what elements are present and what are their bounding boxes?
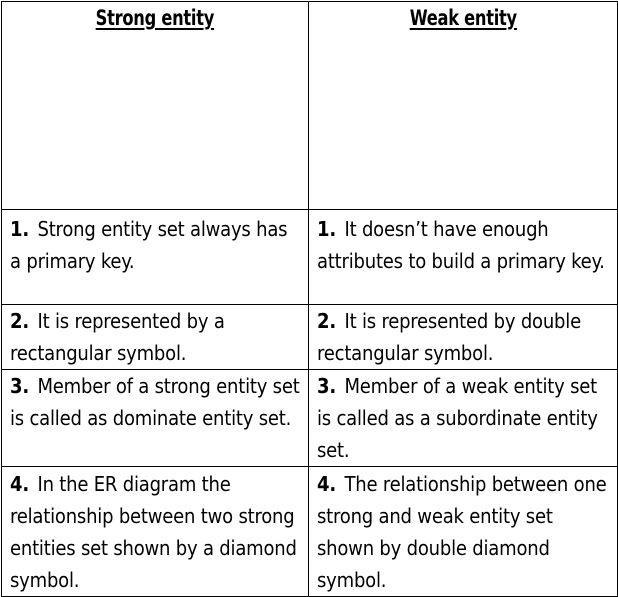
table-row — [2, 305, 618, 370]
cell-text — [317, 213, 611, 277]
item-number: 3. — [317, 374, 336, 398]
item-text: In the ER diagram the relationship between two strong entities set shown by a diamond symbol. — [10, 472, 297, 592]
cell-weak — [309, 370, 618, 467]
cell-text — [10, 370, 302, 434]
cell-text — [317, 370, 611, 466]
cell-text — [317, 305, 611, 369]
cell-text — [10, 468, 302, 596]
comparison-table — [1, 1, 618, 597]
cell-text — [10, 305, 302, 369]
item-number: 1. — [317, 217, 336, 241]
table-row — [2, 467, 618, 597]
table-row — [2, 210, 618, 305]
cell-strong — [2, 370, 309, 467]
item-text: Member of a strong entity set is called as dominate entity set. — [10, 374, 300, 430]
item-text: Member of a weak entity set is called as a subordinate entity set. — [317, 374, 598, 462]
item-number: 4. — [317, 472, 336, 496]
table-row — [2, 370, 618, 467]
cell-weak — [309, 210, 618, 305]
header-strong-entity: Strong entity — [95, 6, 215, 30]
item-number: 2. — [317, 309, 336, 333]
cell-strong — [2, 210, 309, 305]
item-text: It is represented by double rectangular symbol. — [317, 309, 581, 365]
item-number: 3. — [10, 374, 29, 398]
item-number: 4. — [10, 472, 29, 496]
item-text: The relationship between one strong and weak entity set shown by double diamond symbol. — [317, 472, 607, 592]
item-text: It doesn’t have enough attributes to build a primary key. — [317, 217, 605, 273]
header-cell-weak — [309, 2, 618, 210]
item-number: 2. — [10, 309, 29, 333]
cell-strong — [2, 467, 309, 597]
cell-text — [10, 213, 302, 277]
header-cell-strong — [2, 2, 309, 210]
header-weak-entity: Weak entity — [409, 6, 517, 30]
item-text: Strong entity set always has a primary key. — [10, 217, 288, 273]
item-number: 1. — [10, 217, 29, 241]
header-row — [2, 2, 618, 210]
cell-strong — [2, 305, 309, 370]
item-text: It is represented by a rectangular symbol. — [10, 309, 225, 365]
cell-text — [317, 468, 611, 596]
cell-weak — [309, 467, 618, 597]
cell-weak — [309, 305, 618, 370]
